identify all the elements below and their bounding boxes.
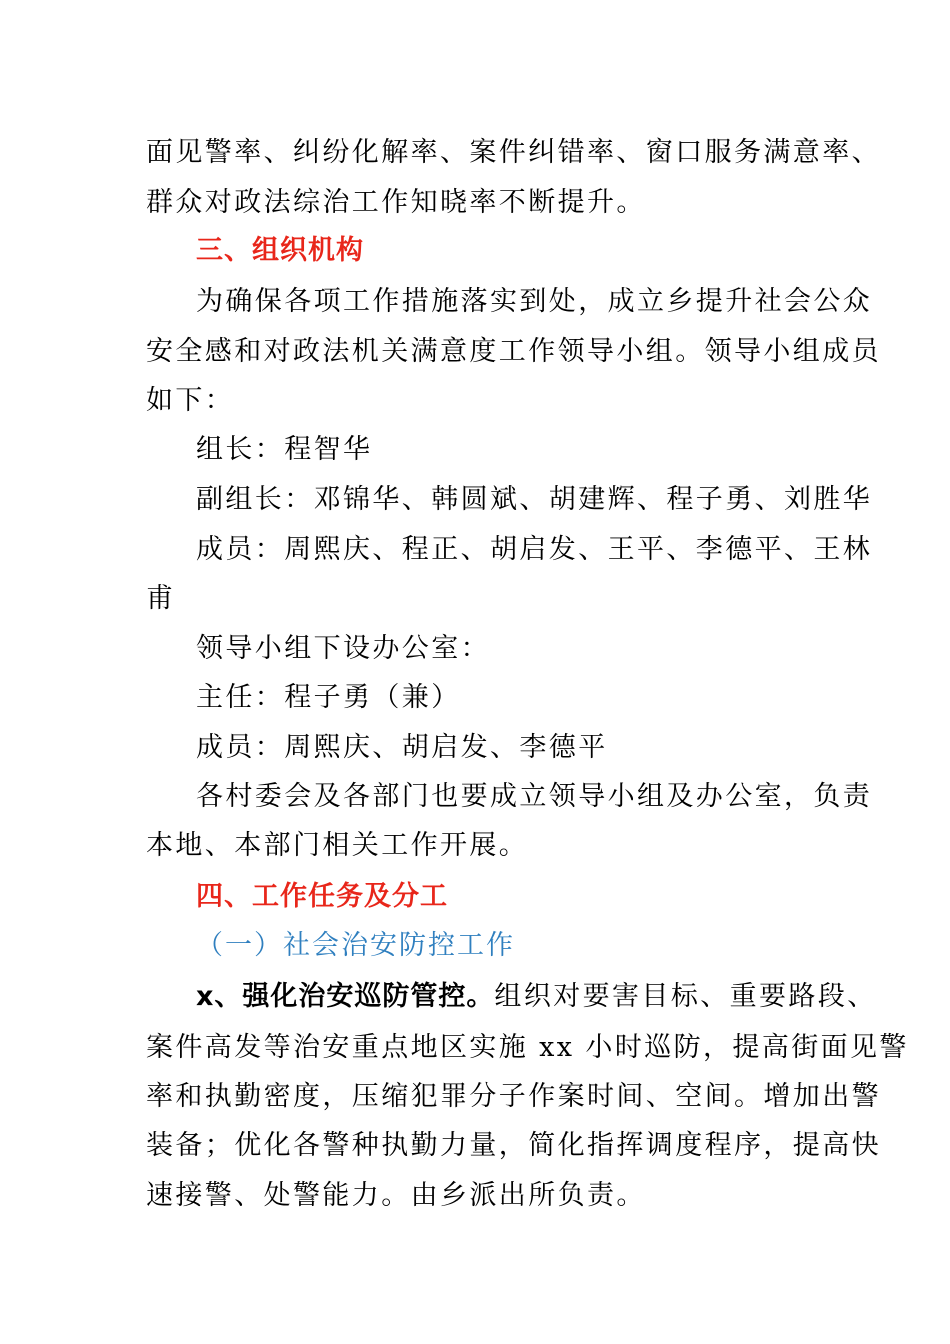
body-text-line: 率和执勤密度，压缩犯罪分子作案时间、空间。增加出警 bbox=[146, 1081, 881, 1112]
body-text-line: 为确保各项工作措施落实到处，成立乡提升社会公众 bbox=[196, 286, 873, 317]
body-text-line: 群众对政法综治工作知晓率不断提升。 bbox=[146, 187, 646, 218]
deputy-leaders: 副组长：邓锦华、韩圆斌、胡建辉、程子勇、刘胜华 bbox=[196, 484, 873, 515]
group-members-continued: 甫 bbox=[146, 583, 176, 614]
section-heading: 四、工作任务及分工 bbox=[196, 881, 448, 912]
group-leader: 组长：程智华 bbox=[196, 434, 373, 465]
office-members: 成员：周熙庆、胡启发、李德平 bbox=[196, 732, 608, 763]
body-text-line: 速接警、处警能力。由乡派出所负责。 bbox=[146, 1180, 646, 1211]
group-members: 成员：周熙庆、程正、胡启发、王平、李德平、王林 bbox=[196, 534, 873, 565]
body-text-line: 本地、本部门相关工作开展。 bbox=[146, 830, 529, 861]
section-heading: 三、组织机构 bbox=[196, 235, 364, 266]
body-text-line: 面见警率、纠纷化解率、案件纠错率、窗口服务满意率、 bbox=[146, 137, 881, 168]
body-text-line: 案件高发等治安重点地区实施 xx 小时巡防，提高街面见警 bbox=[146, 1032, 909, 1063]
item-lead: x、强化治安巡防管控。 bbox=[196, 981, 495, 1012]
body-text-line: 装备；优化各警种执勤力量，简化指挥调度程序，提高快 bbox=[146, 1130, 881, 1161]
office-intro: 领导小组下设办公室： bbox=[196, 633, 490, 664]
body-text-line: 各村委会及各部门也要成立领导小组及办公室，负责 bbox=[196, 781, 873, 812]
office-director: 主任：程子勇（兼） bbox=[196, 682, 461, 713]
subsection-heading: （一）社会治安防控工作 bbox=[196, 930, 515, 961]
item-paragraph-first-line bbox=[196, 977, 877, 1017]
body-text-line: 安全感和对政法机关满意度工作领导小组。领导小组成员 bbox=[146, 336, 881, 367]
body-text-line: 如下： bbox=[146, 385, 235, 416]
item-text: 组织对要害目标、重要路段、 bbox=[494, 981, 877, 1012]
